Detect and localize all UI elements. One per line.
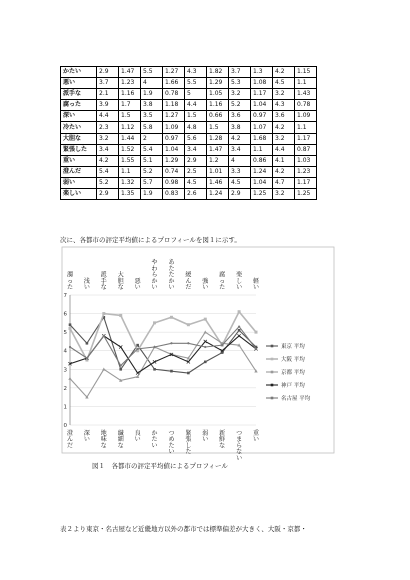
data-point — [68, 377, 71, 380]
table-cell: 1.25 — [295, 189, 317, 200]
table-cell: 5.7 — [141, 177, 163, 188]
data-point — [69, 327, 72, 330]
table-cell: 3.7 — [97, 78, 119, 89]
profile-chart — [60, 245, 342, 462]
table-cell: 1.12 — [119, 122, 141, 133]
bottom-axis-label: 緊 — [185, 430, 192, 437]
top-axis-label: 強 — [202, 277, 209, 285]
data-point — [86, 357, 88, 359]
table-cell: 2.3 — [97, 122, 119, 133]
table-cell: 1.52 — [119, 144, 141, 155]
table-cell: 3.2 — [97, 133, 119, 144]
table-cell: 4 — [229, 155, 251, 166]
data-point — [86, 342, 89, 345]
table-cell: 2.9 — [97, 67, 119, 78]
legend-marker — [271, 358, 274, 361]
table-cell: 5.5 — [141, 67, 163, 78]
y-tick-label: 4 — [63, 348, 67, 355]
data-point — [119, 314, 122, 317]
table-cell: 3.4 — [229, 144, 251, 155]
row-label: 悪い — [61, 78, 97, 89]
data-point — [187, 342, 189, 344]
table-cell: 1.09 — [295, 111, 317, 122]
bottom-axis-label: い — [134, 436, 141, 444]
table-cell: 1.03 — [295, 155, 317, 166]
table-cell: 0.83 — [163, 189, 185, 200]
table-cell: 4.2 — [273, 122, 295, 133]
bottom-axis-label: だ — [66, 442, 74, 450]
table-cell: 1.32 — [119, 177, 141, 188]
table-cell: 4.4 — [273, 144, 295, 155]
table-cell: 5.5 — [185, 78, 207, 89]
top-axis-label: っ — [66, 277, 74, 285]
table-cell: 1.04 — [163, 144, 185, 155]
table-cell: 2.1 — [97, 89, 119, 100]
row-label: 楽しい — [61, 189, 97, 200]
table-cell: 3.2 — [273, 89, 295, 100]
top-axis-label: い — [83, 284, 90, 291]
bottom-axis-label: つ — [236, 430, 243, 437]
data-point — [204, 361, 207, 364]
bottom-axis-label: 澄 — [66, 430, 74, 437]
data-point — [153, 368, 156, 371]
table-cell: 2.9 — [97, 189, 119, 200]
legend-marker — [271, 371, 274, 374]
row-label: 緊張した — [61, 144, 97, 155]
top-axis-label: い — [151, 284, 158, 291]
top-axis-label: た — [66, 284, 74, 291]
bottom-axis-label: ら — [236, 442, 243, 450]
table-cell: 5.8 — [141, 122, 163, 133]
top-axis-label: た — [168, 271, 175, 279]
table-cell: 1.68 — [251, 133, 273, 144]
top-axis-label: 緩 — [185, 271, 192, 279]
table-cell: 3.2 — [273, 133, 295, 144]
y-tick-label: 0 — [63, 423, 67, 429]
bottom-axis-label: な — [219, 442, 226, 450]
table-cell: 0.86 — [251, 155, 273, 166]
table-cell: 4.5 — [185, 177, 207, 188]
top-axis-label: い — [134, 284, 141, 291]
table-cell: 1.5 — [119, 111, 141, 122]
data-point — [255, 348, 257, 350]
body-paragraph: 表２より東京・名古屋など近畿地方以外の都市では標準偏差が大きく、大阪・京都・ — [60, 525, 307, 533]
top-axis-label: わ — [151, 265, 158, 273]
bottom-axis-label: い — [202, 436, 209, 444]
bottom-axis-label: ま — [236, 436, 243, 444]
bottom-axis-label: 新 — [219, 430, 226, 437]
table-cell: 1.04 — [251, 100, 273, 111]
legend-label: 神戸 平均 — [281, 383, 305, 389]
table-cell: 1.1 — [119, 166, 141, 177]
top-axis-label: ら — [151, 271, 158, 279]
table-cell: 1.28 — [207, 133, 229, 144]
data-point — [221, 344, 223, 346]
table-cell: 1.09 — [163, 122, 185, 133]
top-axis-label: い — [168, 284, 175, 291]
table-row — [61, 144, 317, 155]
bottom-axis-label: 繊 — [117, 430, 124, 437]
table-cell: 1.16 — [207, 100, 229, 111]
table-cell: 4.2 — [229, 133, 251, 144]
table-cell: 4.5 — [273, 78, 295, 89]
bottom-axis-label: ん — [66, 436, 74, 444]
top-axis-label: っ — [219, 277, 226, 285]
bottom-axis-label: め — [168, 436, 175, 444]
table-cell: 0.87 — [295, 144, 317, 155]
data-point — [255, 331, 258, 334]
table-cell: 1.44 — [119, 133, 141, 144]
table-cell: 1.01 — [207, 166, 229, 177]
table-row — [61, 177, 317, 188]
table-cell: 1.1 — [251, 144, 273, 155]
table-row — [61, 100, 317, 111]
table-cell: 1.47 — [119, 67, 141, 78]
table-cell: 5.4 — [141, 144, 163, 155]
data-point — [102, 367, 105, 370]
top-axis-label: な — [117, 284, 124, 291]
table-cell: 4.3 — [273, 100, 295, 111]
row-label: 大胆な — [61, 133, 97, 144]
data-point — [69, 346, 71, 348]
bottom-axis-label: な — [236, 448, 243, 456]
y-tick-label: 5 — [63, 330, 67, 337]
data-point — [187, 372, 190, 375]
bottom-axis-label: 張 — [185, 436, 192, 444]
table-cell: 1.15 — [295, 67, 317, 78]
bottom-axis-label: 地 — [100, 430, 107, 437]
legend-label: 東京 平均 — [281, 344, 305, 350]
row-label: 腐った — [61, 100, 97, 111]
table-cell: 2.9 — [229, 189, 251, 200]
top-axis-label: し — [236, 277, 243, 285]
y-tick-label: 6 — [63, 311, 67, 318]
data-point — [102, 312, 105, 315]
top-axis-label: な — [100, 284, 107, 291]
bottom-axis-label: い — [151, 442, 158, 450]
data-point — [120, 364, 122, 366]
profile-chart-svg — [60, 245, 342, 462]
bottom-axis-label: な — [100, 442, 107, 450]
data-point — [119, 368, 122, 371]
table-row — [61, 111, 317, 122]
score-table — [60, 66, 317, 200]
table-cell: 5.1 — [141, 155, 163, 166]
legend-marker — [271, 384, 274, 387]
table-cell: 0.98 — [163, 177, 185, 188]
table-row — [61, 189, 317, 200]
table-cell: 3.7 — [229, 67, 251, 78]
row-label: 冷たい — [61, 122, 97, 133]
figure-caption: 図１ 各都市の評定平均値によるプロフィール — [92, 462, 228, 470]
table-cell: 1.17 — [295, 133, 317, 144]
table-cell: 3.5 — [141, 111, 163, 122]
table-cell: 4.1 — [273, 155, 295, 166]
top-axis-label: か — [168, 277, 175, 285]
table-cell: 1.17 — [295, 177, 317, 188]
table-cell: 3.8 — [229, 122, 251, 133]
legend-marker — [271, 345, 274, 348]
row-label: 派手な — [61, 89, 97, 100]
table-cell: 1.05 — [207, 89, 229, 100]
table-cell: 1.1 — [295, 122, 317, 133]
data-point — [187, 323, 190, 326]
table-cell: 3.9 — [97, 100, 119, 111]
top-axis-label: 軽 — [252, 277, 260, 285]
row-label: 重い — [61, 155, 97, 166]
legend-label: 大阪 平均 — [281, 357, 305, 363]
table-cell: 1.9 — [141, 189, 163, 200]
data-point — [170, 342, 172, 344]
y-tick-label: 1 — [63, 404, 67, 411]
data-point — [153, 321, 156, 324]
top-axis-label: 楽 — [236, 271, 243, 279]
data-point — [170, 370, 173, 373]
table-cell: 3.2 — [229, 89, 251, 100]
table-cell: 1.3 — [251, 67, 273, 78]
data-point — [103, 335, 105, 337]
table-cell: 3.2 — [273, 189, 295, 200]
top-axis-label: た — [168, 265, 175, 273]
table-row — [61, 122, 317, 133]
data-point — [238, 329, 241, 332]
table-cell: 5.6 — [185, 133, 207, 144]
bottom-axis-label: た — [151, 436, 158, 444]
top-axis-label: 悪 — [134, 277, 141, 285]
table-cell: 1.7 — [119, 100, 141, 111]
top-axis-label: 浅 — [83, 277, 90, 285]
table-cell: 1.47 — [207, 144, 229, 155]
data-point — [238, 310, 241, 313]
table-cell: 0.78 — [163, 89, 185, 100]
table-cell: 1.23 — [119, 78, 141, 89]
table-cell: 1.35 — [119, 189, 141, 200]
legend-label: 京都 平均 — [281, 370, 305, 376]
table-row — [61, 67, 317, 78]
table-cell: 3.3 — [229, 166, 251, 177]
top-axis-label: や — [151, 259, 158, 267]
table-cell: 3.8 — [141, 100, 163, 111]
bottom-axis-label: た — [168, 442, 175, 450]
table-cell: 5.3 — [229, 78, 251, 89]
table-cell: 1.23 — [295, 166, 317, 177]
top-axis-label: い — [236, 284, 243, 291]
table-cell: 0.74 — [163, 166, 185, 177]
bottom-axis-label: 良 — [134, 430, 141, 437]
bottom-axis-label: 細 — [117, 436, 124, 444]
data-point — [238, 325, 240, 327]
row-label: 澄んだ — [61, 166, 97, 177]
data-point — [204, 346, 206, 348]
table-cell: 1.25 — [251, 189, 273, 200]
table-row — [61, 78, 317, 89]
top-axis-label: 大 — [117, 271, 124, 279]
bottom-axis-label: し — [185, 442, 192, 450]
table-cell: 1.16 — [119, 89, 141, 100]
series-line — [70, 312, 256, 360]
table-cell: 1.27 — [163, 67, 185, 78]
table-cell: 4.2 — [273, 166, 295, 177]
top-axis-label: だ — [185, 284, 192, 291]
table-cell: 1.46 — [207, 177, 229, 188]
table-cell: 5.2 — [97, 177, 119, 188]
series-line — [70, 332, 256, 397]
table-cell: 1.18 — [163, 100, 185, 111]
bottom-axis-label: 重 — [252, 430, 260, 437]
data-point — [136, 344, 139, 347]
bottom-axis-label: 鮮 — [219, 436, 226, 444]
y-tick-label: 2 — [63, 385, 67, 392]
table-cell: 1.1 — [295, 78, 317, 89]
top-axis-label: 派 — [100, 271, 107, 279]
bottom-axis-label: 深 — [83, 430, 90, 437]
intro-paragraph: 次に、各都市の評定平均値によるプロフィールを図１に示す。 — [60, 236, 241, 244]
data-point — [69, 323, 72, 326]
table-cell: 0.97 — [163, 133, 185, 144]
bottom-axis-label: い — [83, 436, 90, 444]
table-cell: 1.27 — [163, 111, 185, 122]
table-cell: 2.6 — [185, 189, 207, 200]
table-cell: 0.97 — [251, 111, 273, 122]
table-cell: 4.3 — [185, 67, 207, 78]
table-cell: 4.8 — [185, 122, 207, 133]
top-axis-label: ん — [185, 277, 192, 285]
table-row — [61, 133, 317, 144]
bottom-axis-label: た — [185, 448, 192, 456]
table-cell: 0.78 — [295, 100, 317, 111]
table-cell: 3.4 — [97, 144, 119, 155]
top-axis-label: た — [219, 284, 226, 291]
table-cell: 3.4 — [185, 144, 207, 155]
table-cell: 3.6 — [273, 111, 295, 122]
table-cell: 1.82 — [207, 67, 229, 78]
table-cell: 1.29 — [207, 78, 229, 89]
table-cell: 4.2 — [97, 155, 119, 166]
bottom-axis-label: 味 — [100, 436, 107, 444]
y-tick-label: 7 — [63, 293, 67, 299]
table-cell: 1.07 — [251, 122, 273, 133]
table-cell: 1.17 — [251, 89, 273, 100]
legend-label: 名古屋 平均 — [281, 396, 311, 402]
table-cell: 4.7 — [273, 177, 295, 188]
table-cell: 4.4 — [185, 100, 207, 111]
series-line — [70, 336, 256, 373]
table-cell: 5 — [185, 89, 207, 100]
table-cell: 4.2 — [273, 67, 295, 78]
top-axis-label: い — [252, 284, 260, 291]
y-tick-label: 3 — [63, 367, 67, 374]
top-axis-label: か — [151, 277, 158, 285]
row-label: 弱い — [61, 177, 97, 188]
data-point — [137, 348, 139, 350]
table-cell: 1.29 — [163, 155, 185, 166]
table-cell: 0.66 — [207, 111, 229, 122]
row-label: 深い — [61, 111, 97, 122]
table-cell: 1.04 — [251, 177, 273, 188]
top-axis-label: い — [202, 284, 209, 291]
table-cell: 4.5 — [229, 177, 251, 188]
top-axis-label: 手 — [100, 277, 107, 285]
bottom-axis-label: な — [117, 442, 124, 450]
table-cell: 1.55 — [119, 155, 141, 166]
table-cell: 2 — [141, 133, 163, 144]
table-cell: 1.24 — [251, 166, 273, 177]
table-cell: 1.08 — [251, 78, 273, 89]
table-cell: 1.24 — [207, 189, 229, 200]
table-cell: 5.2 — [229, 100, 251, 111]
table-cell: 4.4 — [97, 111, 119, 122]
bottom-axis-label: か — [151, 430, 158, 437]
data-point — [204, 318, 207, 321]
bottom-axis-label: つ — [168, 430, 175, 437]
table-row — [61, 155, 317, 166]
data-point — [170, 316, 173, 319]
table-cell: 1.5 — [207, 122, 229, 133]
top-axis-label: 胆 — [117, 277, 124, 285]
table-cell: 2.5 — [185, 166, 207, 177]
top-axis-label: 腐 — [219, 271, 226, 279]
top-axis-label: あ — [168, 259, 175, 267]
bottom-axis-label: 弱 — [202, 430, 209, 437]
bottom-axis-label: い — [252, 436, 260, 444]
table-cell: 1.66 — [163, 78, 185, 89]
table-cell: 1.5 — [185, 111, 207, 122]
row-label: かたい — [61, 67, 97, 78]
table-cell: 5.4 — [97, 166, 119, 177]
data-point — [153, 346, 155, 348]
table-cell: 1.9 — [141, 89, 163, 100]
table-cell: 1.43 — [295, 89, 317, 100]
table-cell: 2.9 — [185, 155, 207, 166]
table-cell: 3.6 — [229, 111, 251, 122]
table-row — [61, 166, 317, 177]
table-cell: 1.2 — [207, 155, 229, 166]
table-row — [61, 89, 317, 100]
bottom-axis-label: い — [236, 454, 243, 462]
table-cell: 4 — [141, 78, 163, 89]
table-cell: 5.2 — [141, 166, 163, 177]
legend-marker — [271, 397, 274, 400]
bottom-axis-label: い — [168, 448, 175, 456]
top-axis-label: 濁 — [66, 271, 74, 279]
